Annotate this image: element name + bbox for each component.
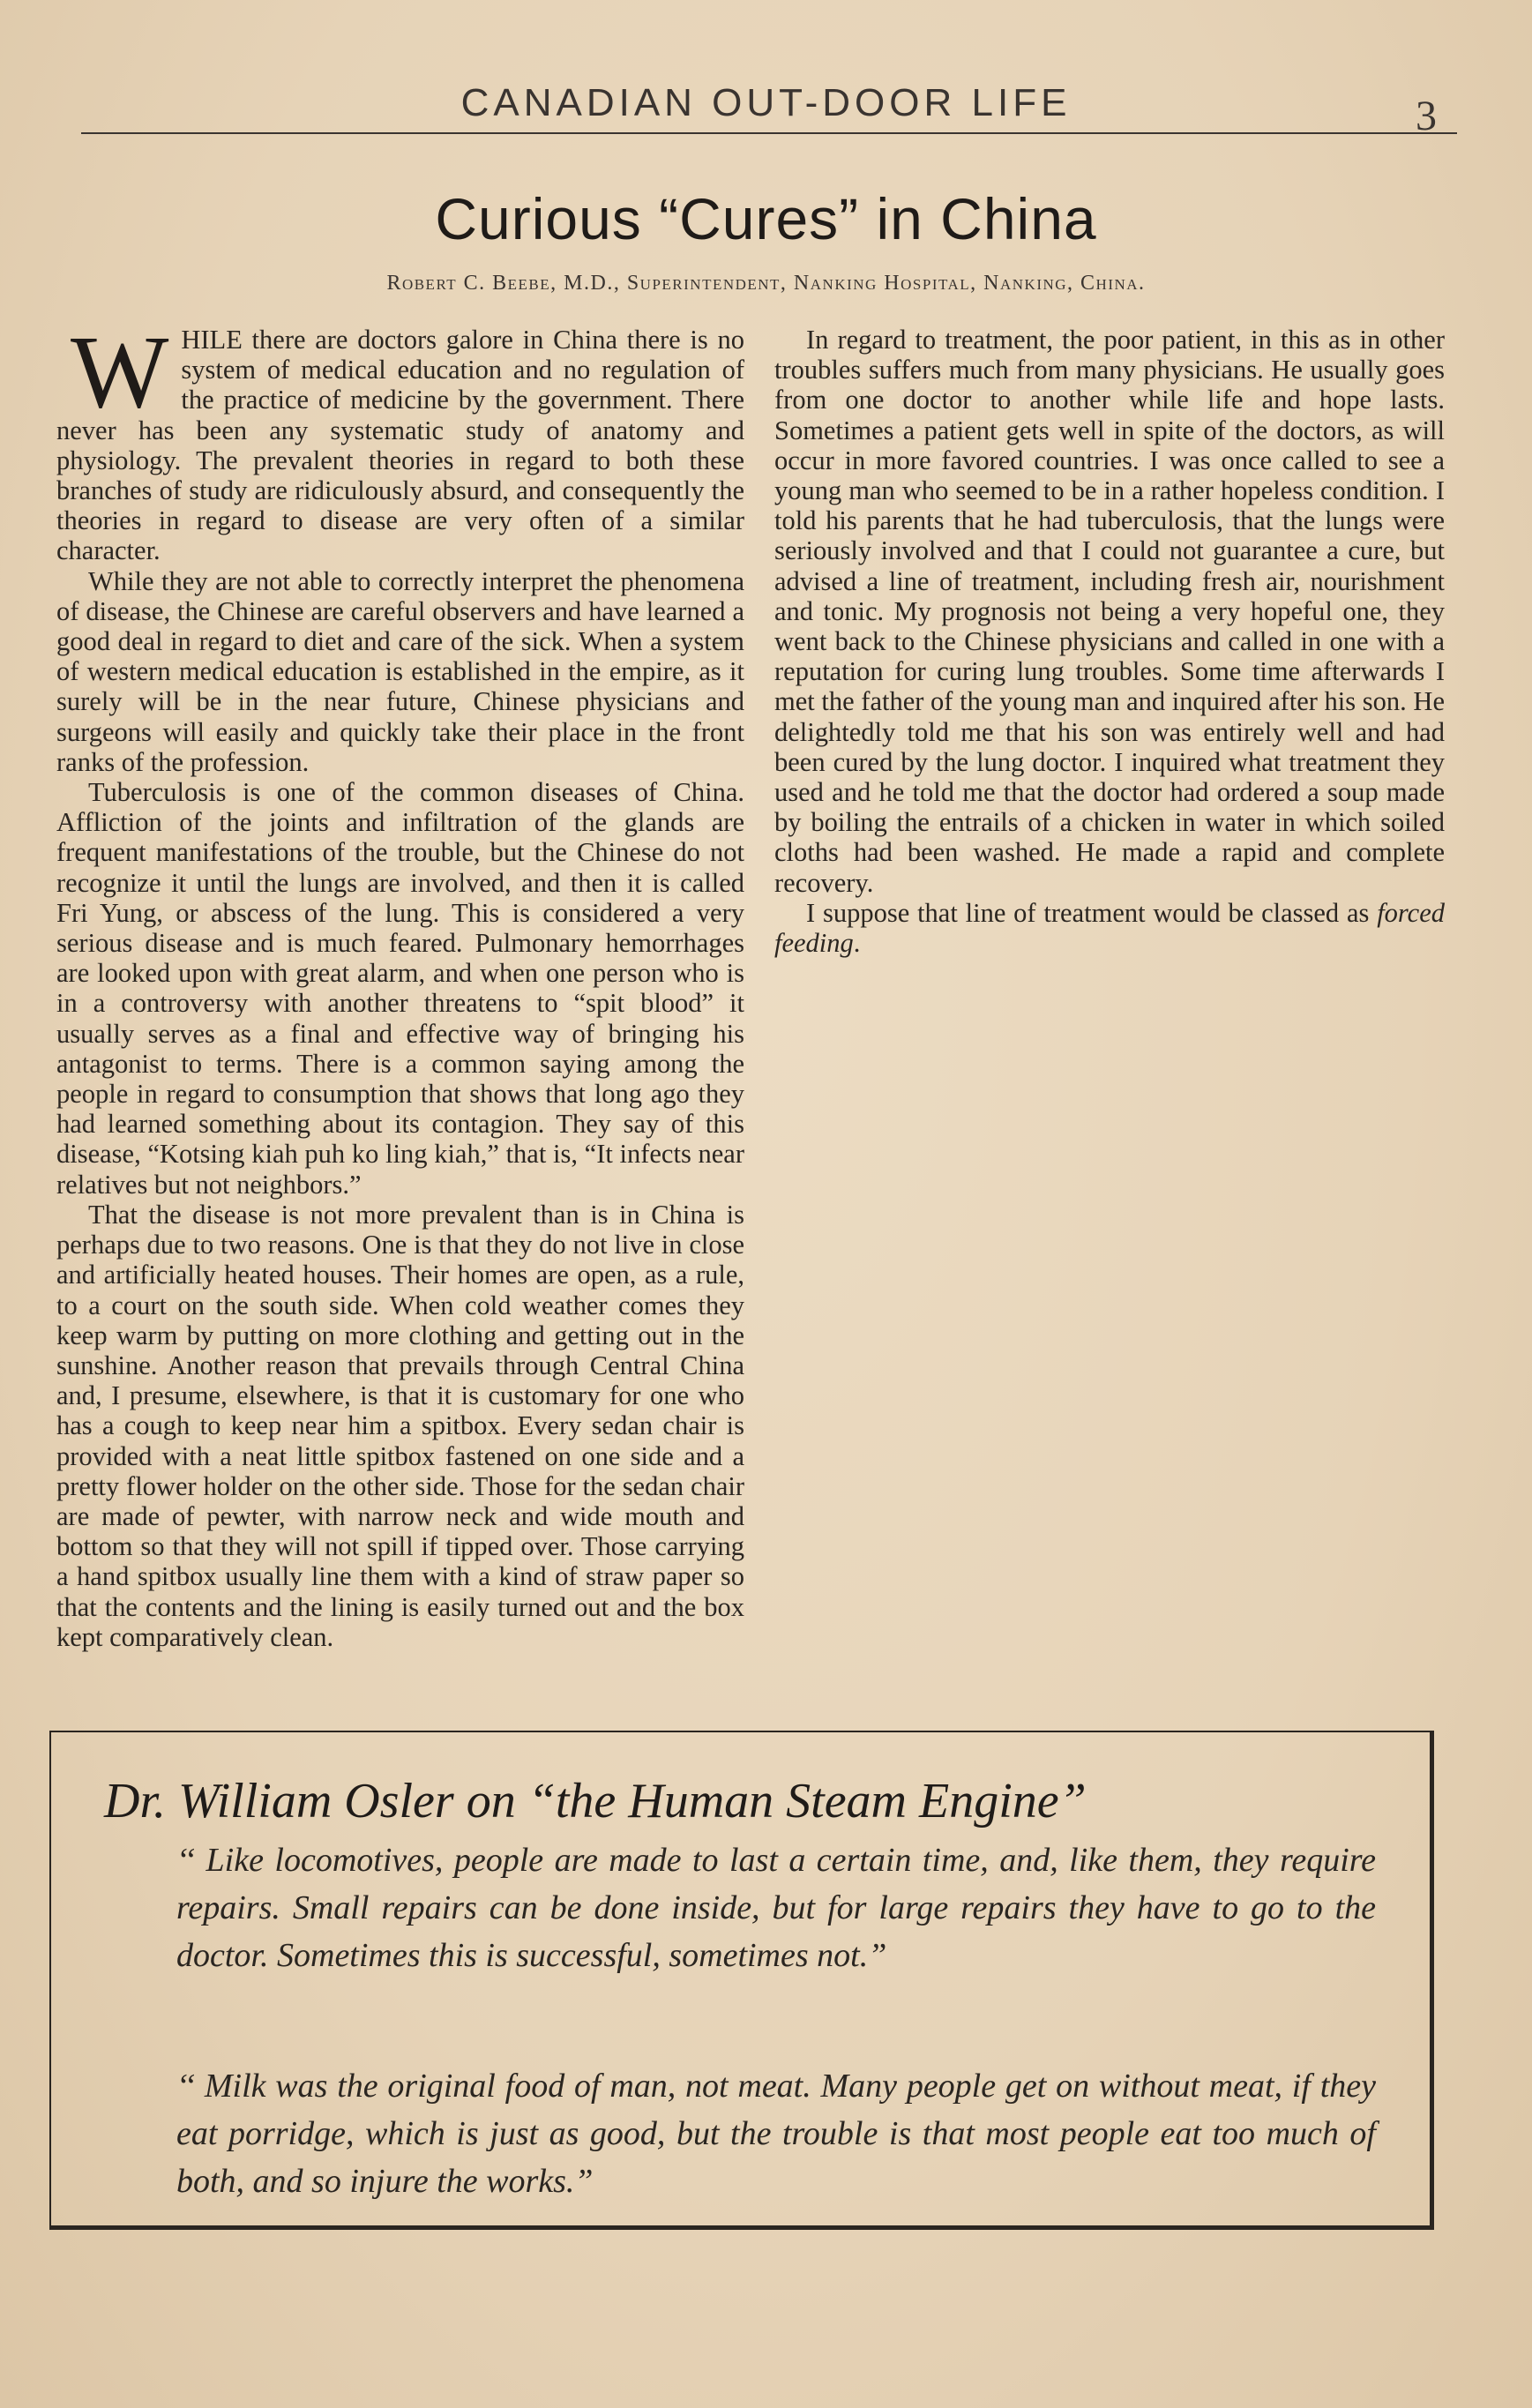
paragraph-3: Tuberculosis is one of the common diseases of China. Affliction of the joints and infiltration of the glands are frequent manifestations of the trouble, but the Chinese do not recognize it until the lungs are involved, and then it is called Fri Yung, or abscess of the lung. This is considered a very serious disease and is much feared. Pulmonary hemorrhages are looked upon with great alarm, and when one person who is in a controversy with another threatens to “spit blood” it usually serves as a final and effective way of bringing his antagonist to terms. There is a common saying among the people in regard to consumption that shows that long ago they had learned something about its contagion. They say of this disease, “Kotsing kiah puh ko ling kiah,” that is, “It infects near relatives but not neighbors.” [56,777,744,1200]
paragraph-2: While they are not able to correctly interpret the phenomena of disease, the Chinese are careful observers and have learned a good deal in regard to diet and care of the sick. When a system of western medical education is established in the empire, as it surely will be in the near future, Chinese physicians and surgeons will easily and quickly take their place in the front ranks of the profession. [56,565,744,777]
paragraph-4: That the disease is not more prevalent than is in China is perhaps due to two reasons. One is that they do not live in close and artificially heated houses. Their homes are open, as a rule, to a court on the south side. When cold weather comes they keep warm by putting on more clothing and getting out in the sunshine. Another reason that prevails through Central China and, I presume, elsewhere, is that it is customary for one who has a cough to keep near him a spitbox. Every sedan chair is provided with a neat little spitbox fastened on one side and a pretty flower holder on the other side. Those for the sedan chair are made of pewter, with narrow neck and wide mouth and bottom so that they will not spill if tipped over. Those carrying a hand spitbox usually line them with a kind of straw paper so that the contents and the lining is easily turned out and the box kept comparatively clean. [56,1199,744,1652]
paragraph-6 [774,898,1445,958]
paragraph-1-text: HILE there are doctors galore in China there is no system of medical education and no regulation of the practice of medicine by the government. There never has been any systematic study of anatomy and physiology. The prevalent theories in regard to both these branches of study are ridiculously absurd, and consequently the theories in regard to disease are very often of a similar character. [56,325,744,566]
quote-box [49,1731,1434,2230]
article-title: Curious “Cures” in China [435,186,1097,251]
paragraph-6-italic: forced feeding [774,897,1445,959]
paragraph-6-start: I suppose that line of treatment would be classed as [806,897,1378,928]
quote-1: ‘‘ Like locomotives, people are made to last a certain time, and, like them, they require repairs. Small repairs can be done inside, but for large repairs they have to go to the doctor. Sometimes this is successful, sometimes not.” [176,1842,1376,1974]
header-rule [81,132,1457,134]
paragraph-6-end: . [853,928,861,959]
paragraph-5: In regard to treatment, the poor patient, in this as in other troubles suffers much from many physicians. He usually goes from one doctor to another while life and hope lasts. Sometimes a patient gets well in spite of the doctors, as will occur in more favored countries. I was once called to see a young man who seemed to be in a rather hopeless condition. I told his parents that he had tuberculosis, that the lungs were seriously involved and that I could not guarantee a cure, but advised a line of treatment, including fresh air, nourishment and tonic. My prognosis not being a very hopeful one, they went back to the Chinese physicians and called in one with a reputation for curing lung troubles. Some time afterwards I met the father of the young man and inquired after his son. He delightedly told me that his son was entirely well and had been cured by the lung doctor. I inquired what treatment they used and he told me that the doctor had ordered a soup made by boiling the entrails of a chicken in water in which soiled cloths had been washed. He made a rapid and complete recovery. [774,325,1445,898]
article-column-right [774,325,1445,958]
page-number: 3 [1416,93,1437,139]
paragraph-1 [56,314,744,566]
quote-box-title: Dr. William Osler on “the Human Steam Engine” [104,1774,1087,1828]
article-column-left [56,314,744,1652]
article-byline: Robert C. Beebe, M.D., Superintendent, Nanking Hospital, Nanking, China. [386,272,1146,295]
running-head: CANADIAN OUT-DOOR LIFE [460,81,1072,124]
quote-2: ‘‘ Milk was the original food of man, not meat. Many people get on without meat, if they eat porridge, which is just as good, but the trouble is that most people eat too much of both, and so injure the works.” [176,2068,1376,2200]
drop-cap: W [71,314,169,430]
